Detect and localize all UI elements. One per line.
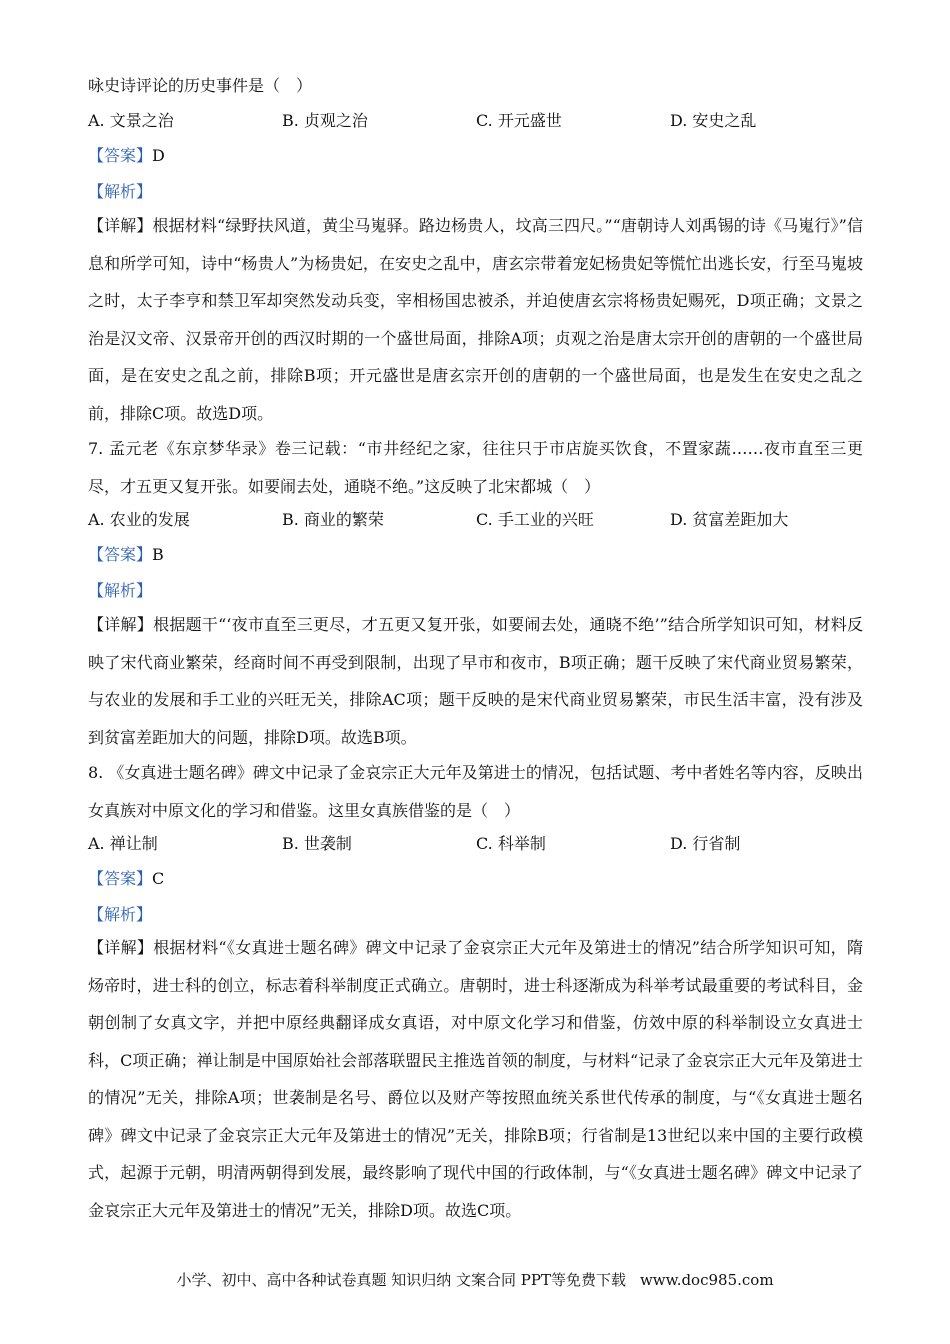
- q7-option-b: B. 商业的繁荣: [282, 510, 384, 529]
- footer-text: 小学、初中、高中各种试卷真题 知识归纳 文案合同 PPT等免费下载: [176, 1271, 626, 1289]
- q7-option-a: A. 农业的发展: [88, 510, 190, 529]
- q8-analysis-line: [88, 905, 863, 925]
- q7-option-c: C. 手工业的兴旺: [476, 510, 594, 529]
- q8-option-a: A. 禅让制: [88, 834, 158, 853]
- q8-detail: [88, 929, 863, 1229]
- q8-option-c: C. 科举制: [476, 834, 546, 853]
- q6-answer-tag: 【答案】: [88, 146, 153, 165]
- q8-detail-text: 根据材料“《女真进士题名碑》碑文中记录了金哀宗正大元年及第进士的情况”结合所学知识可知，隋炀帝时，进士科的创立，标志着科举制度正式确立。唐朝时，进士科逐渐成为科举考试最重要的考试科目，金朝创制了女真文字，并把中原经典翻译成女真语，对中原文化学习和借鉴，仿效中原的科举制设立女真进士科，C项正确；禅让制是中国原始社会部落联盟民主推选首领的制度，与材料“记录了金哀宗正大元年及第进士的情况”无关，排除A项；世袭制是名号、爵位以及财产等按照血统关系世代传承的制度，与“《女真进士题名碑》碑文中记录了金哀宗正大元年及第进士的情况”无关，排除B项；行省制是13世纪以来中国的主要行政模式，起源于元朝，明清两朝得到发展，最终影响了现代中国的行政体制，与“《女真进士题名碑》碑文中记录了金哀宗正大元年及第进士的情况”无关，排除D项。故选C项。: [88, 938, 863, 1220]
- footer-url[interactable]: www.doc985.com: [639, 1271, 774, 1289]
- q7-detail: [88, 606, 863, 756]
- q8-options: [88, 834, 863, 854]
- q7-detail-tag: 【详解】: [88, 615, 154, 634]
- q7-answer-tag: 【答案】: [88, 545, 153, 564]
- q8-stem: 8. 《女真进士题名碑》碑文中记录了金哀宗正大元年及第进士的情况，包括试题、考中者姓名等内容，反映出女真族对中原文化的学习和借鉴。这里女真族借鉴的是（ ）: [88, 763, 863, 820]
- q6-detail: [88, 207, 863, 432]
- q6-option-b: B. 贞观之治: [282, 111, 368, 130]
- q8-answer-tag: 【答案】: [88, 869, 153, 888]
- q7-analysis-line: [88, 581, 863, 601]
- q6-stem-tail: 咏史诗评论的历史事件是（ ）: [88, 76, 313, 95]
- q7-options: [88, 510, 863, 530]
- q8-analysis-tag: 【解析】: [88, 905, 153, 924]
- q6-analysis-tag: 【解析】: [88, 182, 153, 201]
- q8-detail-tag: 【详解】: [88, 938, 154, 957]
- q8-answer: C: [152, 869, 165, 888]
- q6-option-d: D. 安史之乱: [670, 111, 757, 130]
- q7-answer-line: [88, 545, 863, 565]
- q6-detail-tag: 【详解】: [88, 216, 153, 235]
- q8-answer-line: [88, 869, 863, 889]
- q6-options: [88, 111, 863, 131]
- page-footer: [0, 1270, 950, 1290]
- q7-detail-text: 根据题干“‘夜市直至三更尽，才五更又复开张，如要闹去处，通晓不绝’”结合所学知识可知，材料反映了宋代商业繁荣，经商时间不再受到限制，出现了早市和夜市，B项正确；题干反映了宋代商业贸易繁荣，与农业的发展和手工业的兴旺无关，排除AC项；题干反映的是宋代商业贸易繁荣，市民生活丰富，没有涉及到贫富差距加大的问题，排除D项。故选B项。: [88, 615, 863, 747]
- q6-option-c: C. 开元盛世: [476, 111, 562, 130]
- q6-detail-text: 根据材料“绿野扶风道，黄尘马嵬驿。路边杨贵人，坟高三四尺。”“唐朝诗人刘禹锡的诗《马嵬行》”信息和所学可知，诗中“杨贵人”为杨贵妃，在安史之乱中，唐玄宗带着宠妃杨贵妃等慌忙出逃长安，行至马嵬坡之时，太子李亨和禁卫军却突然发动兵变，宰相杨国忠被杀，并迫使唐玄宗将杨贵妃赐死，D项正确；文景之治是汉文帝、汉景帝开创的西汉时期的一个盛世局面，排除A项；贞观之治是唐太宗开创的唐朝的一个盛世局面，是在安史之乱之前，排除B项；开元盛世是唐玄宗开创的唐朝的一个盛世局面，也是发生在安史之乱之前，排除C项。故选D项。: [88, 216, 863, 423]
- q7-stem: 7. 孟元老《东京梦华录》卷三记载：“市井经纪之家，往往只于市店旋买饮食，不置家蔬……夜市直至三更尽，才五更又复开张。如要闹去处，通晓不绝。”这反映了北宋都城（ ）: [88, 439, 863, 496]
- q6-option-a: A. 文景之治: [88, 111, 174, 130]
- q6-answer-line: [88, 146, 863, 166]
- q7-option-d: D. 贫富差距加大: [670, 510, 789, 529]
- q7-analysis-tag: 【解析】: [88, 581, 153, 600]
- q8-option-d: D. 行省制: [670, 834, 741, 853]
- q8-option-b: B. 世袭制: [282, 834, 352, 853]
- q7-answer: B: [152, 545, 164, 564]
- q6-answer: D: [152, 146, 165, 165]
- q6-analysis-line: [88, 182, 863, 202]
